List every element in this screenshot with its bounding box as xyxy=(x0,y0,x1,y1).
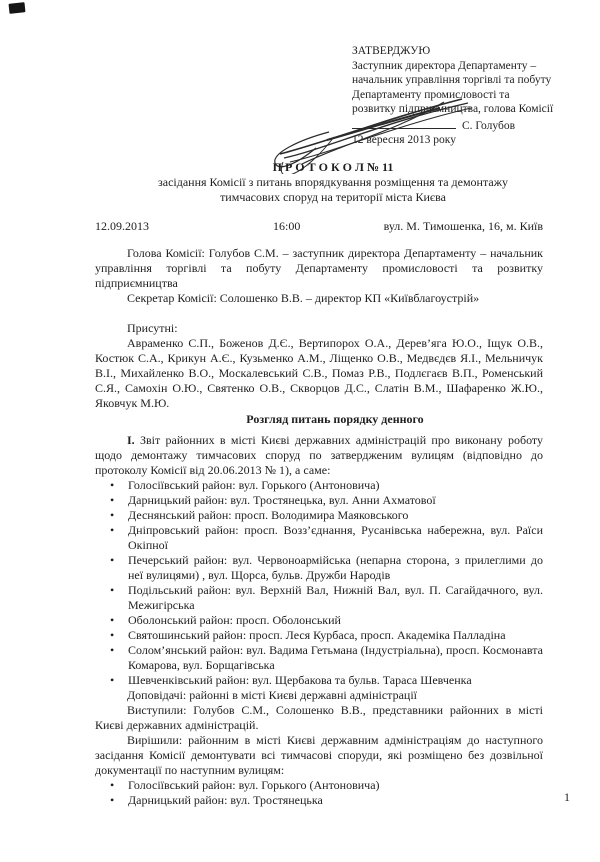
protocol-subtitle-1: засідання Комісії з питань впорядкування розміщення та демонтажу xyxy=(158,175,508,189)
decision-district-list xyxy=(95,778,543,808)
agenda-item-1-text: Звіт районних в місті Києві державних адміністрацій про виконану роботу щодо демонтажу тимчасових споруд по затвердженим вулицям (відповідно до протоколу Комісії від 20.06.2013 № 1), а саме: xyxy=(95,433,543,477)
district-report-item: • Святошинський район: просп. Леся Курбаса, просп. Академіка Палладіна xyxy=(128,628,543,643)
decision-district-item: • Голосіївський район: вул. Горького (Антоновича) xyxy=(128,778,543,793)
district-report-item: • Дніпровський район: просп. Возз’єднання, Русанівська набережна, вул. Раїси Окіпної xyxy=(128,523,543,553)
speakers-line: Доповідачі: районні в місті Києві державні адміністрації xyxy=(127,688,417,702)
district-report-item: • Солом’янський район: вул. Вадима Гетьмана (Індустріальна), просп. Космонавта Комарова, вул. Борщагівська xyxy=(128,643,543,673)
decision-paragraph: Вирішили: районним в місті Києві державним адміністраціям до наступного засідання Комісії демонтувати всі тимчасові споруди, які розміщено без дозвільної документації по наступним вулицям: xyxy=(95,733,543,777)
secretary-paragraph: Секретар Комісії: Солошенко В.В. – директор КП «Київблагоустрій» xyxy=(127,291,480,305)
scan-artifact xyxy=(9,2,26,14)
attendees-paragraph: Авраменко С.П., Боженов Д.Є., Вертипорох О.А., Дерев’яга Ю.О., Іщук О.В., Костюк С.А., Крикун А.Є., Кузьменко А.М., Ліщенко О.В., Медвєдєв Я.І., Мельничук В.І., Михайленко В.О., Москалевський С.В., Помаз Р.В., Подлєгаєв В.П., Роменський С.Я., Самохін О.Ю., Святенко О.В., Скворцов Д.С., Слатін В.М., Шафаренко Ж.Ю., Яковчук М.Ю. xyxy=(95,336,543,410)
chair-paragraph: Голова Комісії: Голубов С.М. – заступник директора Департаменту – начальник управління торгівлі та побуту Департаменту промисловості та розвитку підприємництва xyxy=(95,246,543,290)
signature-name: С. Голубов xyxy=(462,119,516,132)
protocol-title: П Р О Т О К О Л № 11 xyxy=(272,160,394,174)
district-report-item: • Голосіївський район: вул. Горького (Антоновича) xyxy=(128,478,543,493)
district-report-item: • Оболонський район: просп. Оболонський xyxy=(128,613,543,628)
district-report-item: • Подільський район: вул. Верхній Вал, Нижній Вал, вул. П. Сагайдачного, вул. Межигірська xyxy=(128,583,543,613)
district-report-item: • Деснянський район: просп. Володимира Маяковського xyxy=(128,508,543,523)
agenda-item-1 xyxy=(95,433,543,478)
approval-line: Заступник директора Департаменту – xyxy=(352,59,537,72)
meeting-time: 16:00 xyxy=(273,219,301,233)
spoke-paragraph: Виступили: Голубов С.М., Солошенко В.В., представники районних в місті Києві державних адміністрацій. xyxy=(95,703,543,732)
approval-line: Департаменту промисловості та xyxy=(352,88,510,101)
meeting-date: 12.09.2013 xyxy=(95,219,149,233)
approval-stamp: ЗАТВЕРДЖУЮ xyxy=(352,45,431,57)
protocol-subtitle-2: тимчасових споруд на території міста Києва xyxy=(220,190,446,204)
district-report-list xyxy=(95,478,543,688)
agenda-heading: Розгляд питань порядку денного xyxy=(246,412,424,426)
district-report-item: • Печерський район: вул. Червоноармійська (непарна сторона, з прилеглими до неї вулицями) , вул. Щорса, бульв. Дружби Народів xyxy=(128,553,543,583)
district-report-item: • Шевченківський район: вул. Щербакова та бульв. Тараса Шевченка xyxy=(128,673,543,688)
decision-district-item: • Дарницький район: вул. Тростянецька xyxy=(128,793,543,808)
present-label: Присутні: xyxy=(127,321,178,335)
district-report-item: • Дарницький район: вул. Тростянецька, вул. Анни Ахматової xyxy=(128,493,543,508)
meeting-location: вул. М. Тимошенка, 16, м. Київ xyxy=(383,219,543,233)
page-number: 1 xyxy=(564,790,570,804)
agenda-item-1-number: І. xyxy=(127,433,135,447)
approval-line: начальник управління торгівлі та побуту xyxy=(352,74,552,86)
approval-line: розвитку підприємництва, голова Комісії xyxy=(352,103,554,115)
signature-date: 12 вересня 2013 року xyxy=(352,133,456,146)
meeting-info-row xyxy=(95,219,543,234)
document-body xyxy=(95,0,543,808)
